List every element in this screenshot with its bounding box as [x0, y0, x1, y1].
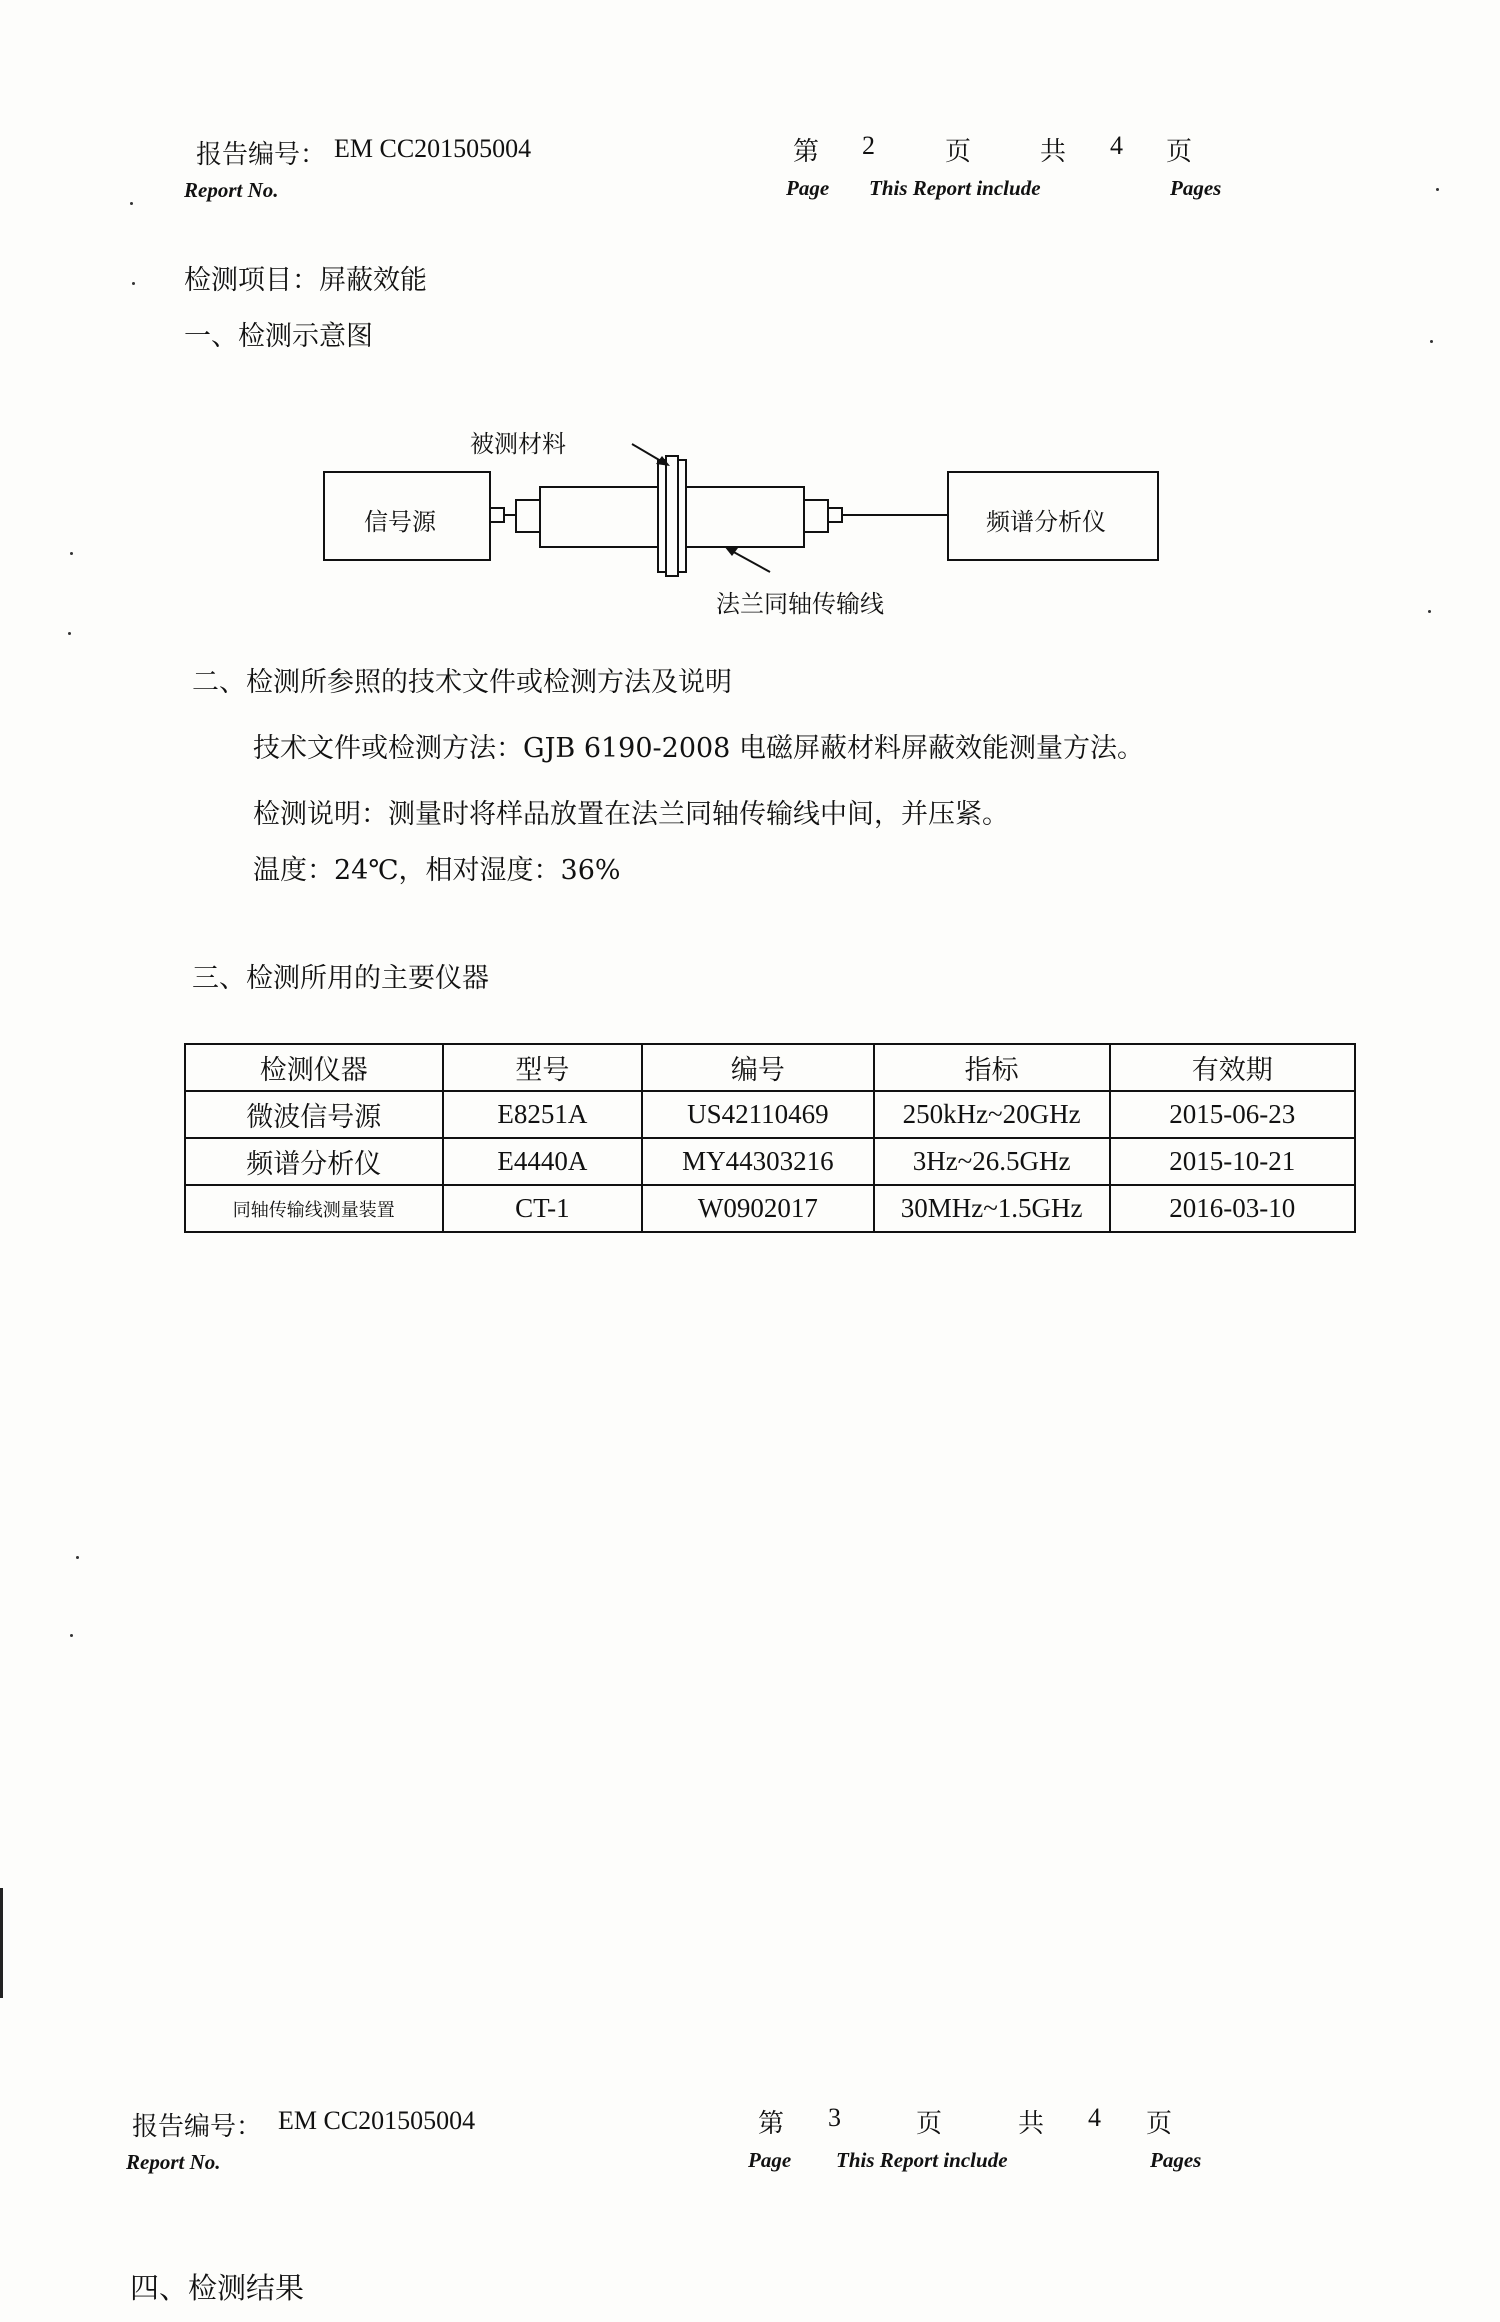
table-header-cell: 指标	[874, 1044, 1110, 1091]
test-item: 检测项目：屏蔽效能	[184, 265, 427, 296]
page-label-en: Page	[748, 2148, 792, 2172]
scan-speck	[1436, 188, 1439, 191]
section1-title: 一、检测示意图	[184, 321, 373, 352]
include-label-en: This Report include	[869, 176, 1041, 200]
scan-speck	[1430, 340, 1433, 343]
scan-speck	[130, 202, 133, 205]
material-label: 被测材料	[470, 430, 566, 458]
total-pages: 4	[1088, 2103, 1101, 2132]
instrument-validity: 2015-06-23	[1110, 1091, 1355, 1138]
scan-speck	[76, 1556, 79, 1559]
table-row	[185, 1138, 1355, 1185]
total-ye: 页	[1166, 137, 1193, 167]
pages-label-en: Pages	[1170, 176, 1222, 200]
instrument-validity: 2016-03-10	[1110, 1185, 1355, 1232]
report-no-label: 报告编号：	[132, 2112, 263, 2142]
page-di: 第	[793, 137, 820, 167]
source-label: 信号源	[364, 508, 436, 536]
table-header-cell: 检测仪器	[185, 1044, 443, 1091]
instrument-spec: 250kHz~20GHz	[874, 1091, 1110, 1138]
page-di: 第	[758, 2109, 785, 2139]
page-ye: 页	[945, 137, 972, 167]
pages-label-en: Pages	[1150, 2148, 1202, 2172]
table-header-cell: 有效期	[1110, 1044, 1355, 1091]
report-no-label-en: Report No.	[126, 2150, 221, 2174]
instrument-serial: US42110469	[642, 1091, 874, 1138]
scan-speck	[132, 282, 135, 285]
total-pages: 4	[1110, 131, 1123, 160]
environment-text: 温度：24℃，相对湿度：36%	[253, 855, 621, 886]
instrument-serial: MY44303216	[642, 1138, 874, 1185]
table-header-row	[185, 1044, 1355, 1091]
total-ye: 页	[1146, 2109, 1173, 2139]
scan-speck	[70, 552, 73, 555]
instrument-model: E8251A	[443, 1091, 643, 1138]
note-text: 检测说明：测量时将样品放置在法兰同轴传输线中间，并压紧。	[253, 799, 1009, 830]
page-number: 3	[828, 2103, 841, 2132]
report-no-label-en: Report No.	[184, 178, 279, 202]
report-no-value: EM CC201505004	[278, 2106, 476, 2135]
total-gong: 共	[1018, 2109, 1045, 2139]
line-label: 法兰同轴传输线	[716, 590, 884, 618]
scan-speck	[70, 1634, 73, 1637]
instrument-validity: 2015-10-21	[1110, 1138, 1355, 1185]
include-label-en: This Report include	[836, 2148, 1008, 2172]
page-number: 2	[862, 131, 875, 160]
total-gong: 共	[1040, 137, 1067, 167]
section2-title: 二、检测所参照的技术文件或检测方法及说明	[192, 667, 732, 698]
instrument-serial: W0902017	[642, 1185, 874, 1232]
instrument-name: 同轴传输线测量装置	[185, 1185, 443, 1232]
section3-title: 三、检测所用的主要仪器	[192, 963, 489, 994]
section4-title: 四、检测结果	[130, 2271, 305, 2305]
table-header-cell: 型号	[443, 1044, 643, 1091]
table-row	[185, 1185, 1355, 1232]
instrument-model: E4440A	[443, 1138, 643, 1185]
instruments-table	[184, 1043, 1356, 1233]
page-label-en: Page	[786, 176, 830, 200]
analyzer-label: 频谱分析仪	[986, 508, 1106, 536]
method-text: 技术文件或检测方法：GJB 6190-2008 电磁屏蔽材料屏蔽效能测量方法。	[253, 733, 1144, 764]
scan-speck	[1428, 610, 1431, 613]
page-ye: 页	[916, 2109, 943, 2139]
instrument-name: 频谱分析仪	[185, 1138, 443, 1185]
instrument-spec: 30MHz~1.5GHz	[874, 1185, 1110, 1232]
scan-edge-line	[0, 1888, 3, 1998]
table-row	[185, 1091, 1355, 1138]
instrument-spec: 3Hz~26.5GHz	[874, 1138, 1110, 1185]
table-header-cell: 编号	[642, 1044, 874, 1091]
report-no-label: 报告编号：	[196, 140, 327, 170]
report-no-value: EM CC201505004	[334, 134, 532, 163]
instrument-name: 微波信号源	[185, 1091, 443, 1138]
instrument-model: CT-1	[443, 1185, 643, 1232]
scan-speck	[68, 632, 71, 635]
